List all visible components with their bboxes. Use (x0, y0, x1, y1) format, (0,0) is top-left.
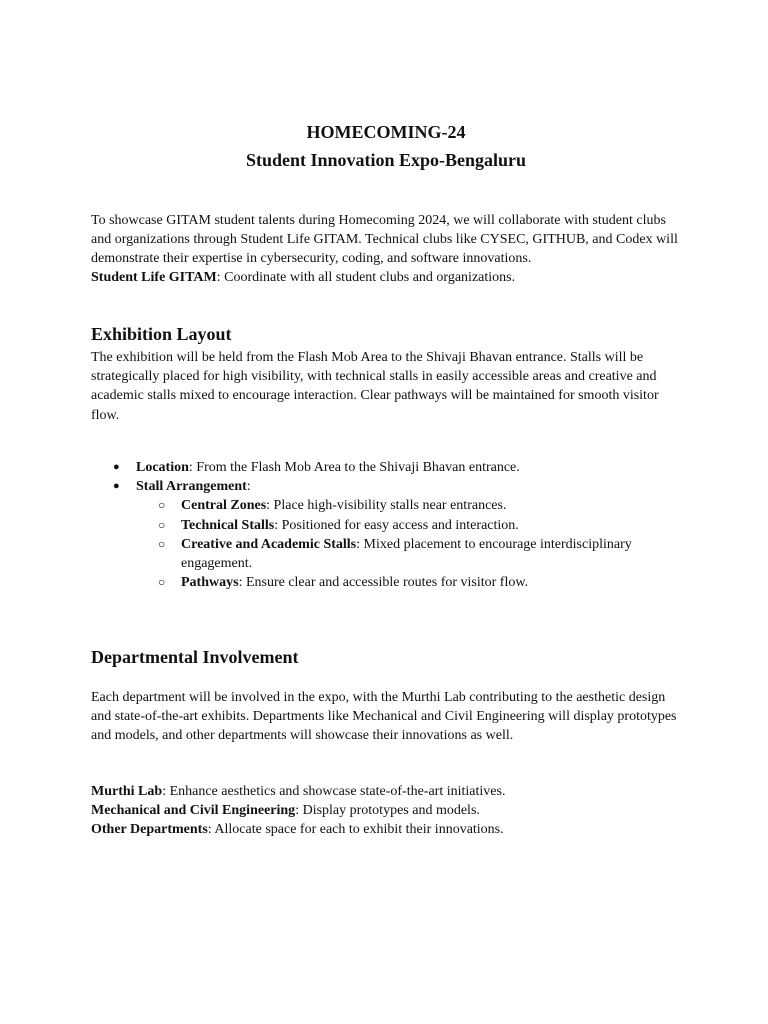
departmental-paragraph: Each department will be involved in the expo, with the Murthi Lab contributing to the aesthetic design and state-of-the-art exhibits. Departments like Mechanical and Civil Engineering will display prototypes and models, and other departments will showcase their innovations as well. (91, 690, 677, 744)
exhibition-paragraph: The exhibition will be held from the Flash Mob Area to the Shivaji Bhavan entrance. Stalls will be strategically placed for high visibility, with technical stalls in easily accessible areas and creative and academic stalls mixed to encourage interaction. Clear pathways will be maintained for smooth visitor flow. (91, 350, 659, 423)
role-line (91, 784, 505, 799)
exhibition-bullet-list (91, 458, 681, 592)
bullet-icon: ● (113, 480, 120, 493)
sub-list-item (91, 516, 681, 535)
role-label: Mechanical and Civil Engineering (91, 803, 296, 819)
sub-bullet-text: : Ensure clear and accessible routes for visitor flow. (238, 575, 529, 591)
document-subtitle: Student Innovation Expo-Bengaluru (245, 150, 527, 170)
bullet-label: Location (136, 460, 189, 475)
role-line (91, 822, 504, 837)
role-text: : Allocate space for each to exhibit their innovations. (207, 822, 504, 838)
sub-list-item (91, 496, 681, 515)
hollow-bullet-icon: ○ (158, 498, 166, 513)
sub-bullet-label: Technical Stalls (181, 517, 275, 533)
sub-bullet-label: Pathways (181, 575, 239, 591)
bullet-label: Stall Arrangement (136, 479, 247, 495)
sub-bullet-text: : Mixed placement to encourage interdisciplinary engagement. (181, 536, 632, 572)
exhibition-heading: Exhibition Layout (91, 324, 232, 344)
role-line (91, 803, 480, 818)
sub-list-item (91, 535, 681, 573)
departmental-heading: Departmental Involvement (91, 647, 299, 667)
bullet-text: : (246, 479, 251, 495)
hollow-bullet-icon: ○ (158, 517, 166, 532)
hollow-bullet-icon: ○ (158, 536, 166, 551)
sub-list-item (91, 573, 681, 592)
bullet-icon: ● (113, 461, 120, 473)
document-title: HOMECOMING-24 (306, 122, 466, 142)
sub-bullet-label: Central Zones (181, 498, 267, 514)
list-item (91, 458, 681, 477)
intro-paragraph: To showcase GITAM student talents during Homecoming 2024, we will collaborate with student clubs and organizations through Student Life GITAM. Technical clubs like CYSEC, GITHUB, and Codex will demonstrate their expertise in cybersecurity, coding, and software innovations. (91, 213, 678, 267)
department-roles (91, 782, 681, 840)
list-item (91, 477, 681, 496)
role-text: : Enhance aesthetics and showcase state-of-the-art initiatives. (162, 784, 506, 799)
role-text: : Display prototypes and models. (295, 803, 480, 819)
role-label: Murthi Lab (91, 784, 163, 799)
bullet-text: : From the Flash Mob Area to the Shivaji Bhavan entrance. (188, 460, 520, 475)
hollow-bullet-icon: ○ (158, 575, 166, 590)
intro-role-text: : Coordinate with all student clubs and organizations. (216, 270, 516, 285)
intro-role-line (91, 268, 681, 287)
sub-bullet-text: : Place high-visibility stalls near entrances. (266, 498, 507, 514)
sub-bullet-label: Creative and Academic Stalls (181, 536, 357, 552)
role-label: Other Departments (91, 822, 208, 838)
intro-role-label: Student Life GITAM (91, 270, 217, 285)
sub-bullet-text: : Positioned for easy access and interaction. (274, 517, 519, 533)
